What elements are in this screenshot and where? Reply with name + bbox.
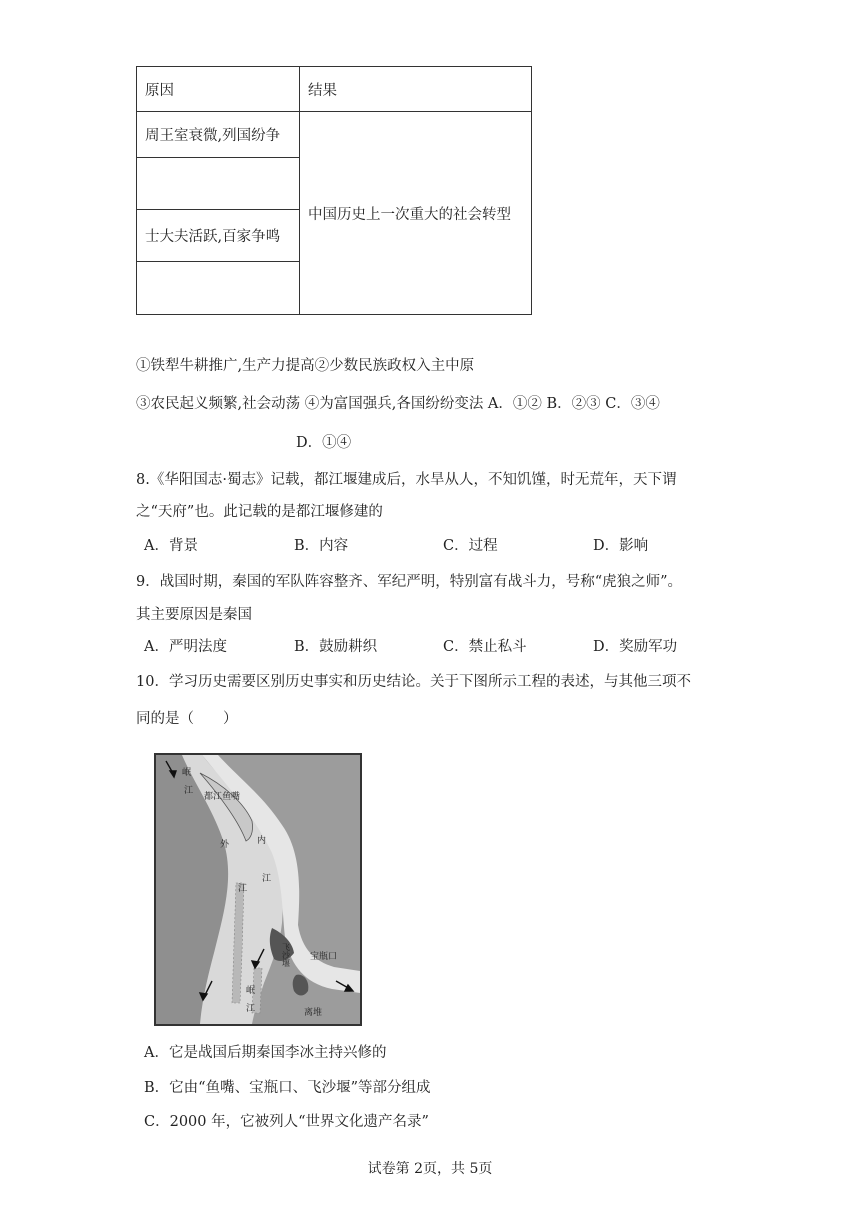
map-label-jiang-wai: 江 bbox=[238, 884, 248, 894]
page-footer: 试卷第 2页，共 5页 bbox=[367, 1161, 493, 1177]
q10-option-b: B．它由“鱼嘴、宝瓶口、飞沙堰”等部分组成 bbox=[144, 1080, 431, 1096]
q7-option-line-1: ①铁犁牛耕推广,生产力提高②少数民族政权入主中原 bbox=[136, 358, 475, 374]
map-label-min-1: 岷 bbox=[182, 768, 192, 778]
result-cell: 中国历史上一次重大的社会转型 bbox=[300, 112, 532, 315]
q10-option-c: C．2000 年，它被列人“世界文化遗产名录” bbox=[144, 1114, 429, 1130]
map-label-jiang-1: 江 bbox=[184, 786, 194, 796]
q8-option-a: A．背景 bbox=[144, 538, 198, 554]
q8-stem-line-1: 8.《华阳国志·蜀志》记载，都江堰建成后，水旱从人，不知饥馑，时无荒年，天下谓 bbox=[136, 472, 677, 488]
header-result: 结果 bbox=[300, 67, 532, 112]
cause-row-1: 周王室衰微,列国纷争 bbox=[137, 112, 300, 158]
q9-option-d: D．奖励军功 bbox=[593, 639, 678, 655]
header-cause: 原因 bbox=[137, 67, 300, 112]
map-label-baopingkou: 宝瓶口 bbox=[310, 952, 338, 962]
map-label-min-2: 岷 bbox=[246, 986, 256, 996]
q10-stem-line-1: 10．学习历史需要区别历史事实和历史结论。关于下图所示工程的表述，与其他三项不 bbox=[136, 674, 691, 690]
map-label-nei: 内 bbox=[257, 836, 267, 846]
q9-option-b: B．鼓励耕织 bbox=[294, 639, 378, 655]
cause-row-2 bbox=[137, 158, 300, 210]
map-label-feishayan: 飞沙堰 bbox=[281, 943, 291, 967]
cause-row-3: 士大夫活跃,百家争鸣 bbox=[137, 210, 300, 262]
q9-option-c: C．禁止私斗 bbox=[443, 639, 527, 655]
cause-result-table bbox=[136, 66, 532, 315]
map-label-lidui: 离堆 bbox=[304, 1008, 323, 1018]
q8-option-d: D．影响 bbox=[593, 538, 649, 554]
map-label-wai: 外 bbox=[220, 840, 230, 850]
q10-option-a: A．它是战国后期秦国李冰主持兴修的 bbox=[144, 1045, 387, 1061]
map-label-jiang-2: 江 bbox=[246, 1004, 256, 1014]
q9-stem-line-1: 9．战国时期，秦国的军队阵容整齐、军纪严明，特别富有战斗力，号称“虎狼之师”。 bbox=[136, 574, 683, 590]
q10-stem-line-2: 同的是（ ） bbox=[136, 711, 238, 727]
q9-option-a: A．严明法度 bbox=[144, 639, 227, 655]
q8-stem-line-2: 之“天府”也。此记载的是都江堰修建的 bbox=[136, 504, 383, 520]
map-label-jiang-nei: 江 bbox=[262, 874, 272, 884]
q7-option-d: D．①④ bbox=[296, 435, 352, 451]
q8-option-b: B．内容 bbox=[294, 538, 349, 554]
q9-stem-line-2: 其主要原因是秦国 bbox=[136, 607, 252, 623]
q7-option-line-2: ③农民起义频繁,社会动荡 ④为富国强兵,各国纷纷变法 A．①② B．②③ C．③④ bbox=[136, 396, 660, 412]
q8-option-c: C．过程 bbox=[443, 538, 498, 554]
map-label-yuzui: 都江鱼嘴 bbox=[204, 792, 241, 802]
cause-row-4 bbox=[137, 262, 300, 315]
dujiangyan-map bbox=[154, 753, 362, 1026]
